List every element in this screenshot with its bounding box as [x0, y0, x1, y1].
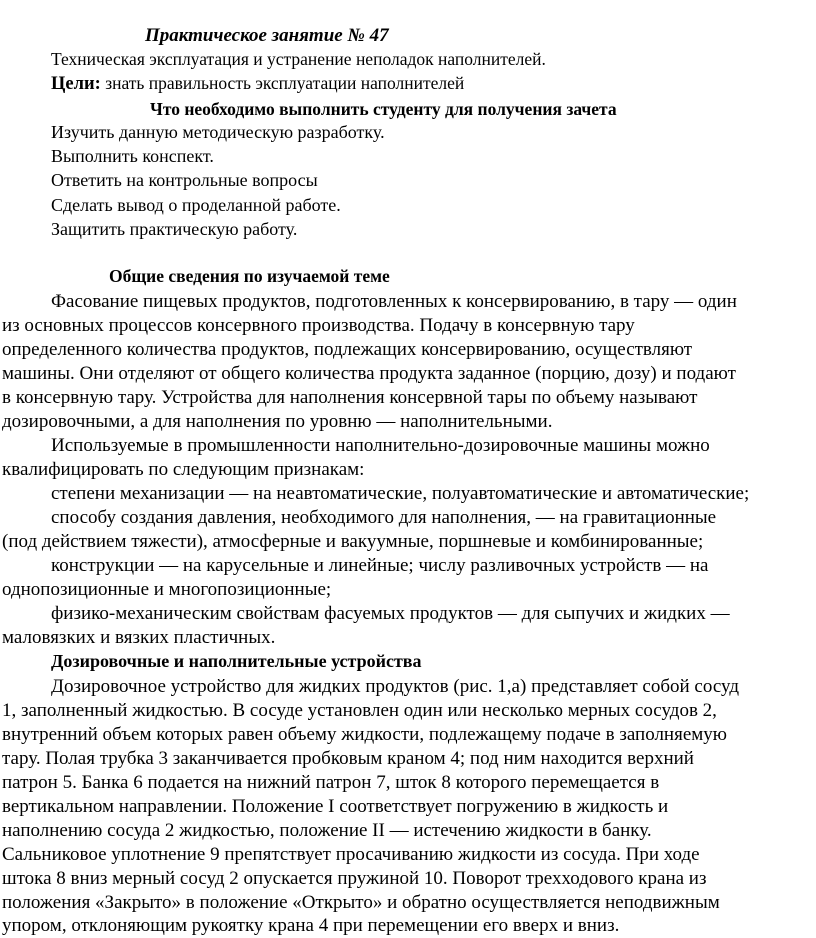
- paragraph-line: степени механизации — на неавтоматические, полуавтоматические и автоматические;: [51, 483, 750, 504]
- goals-line: [51, 72, 464, 96]
- paragraph-line: положения «Закрыто» в положение «Открыто» и обратно осуществляется неподвижным: [2, 892, 720, 913]
- paragraph-line: физико-механическим свойствам фасуемых продуктов — для сыпучих и жидких —: [51, 603, 730, 624]
- section-heading-general: Общие сведения по изучаемой теме: [109, 266, 390, 286]
- topic-line: Техническая эксплуатация и устранение неполадок наполнителей.: [51, 49, 546, 69]
- task-item: Выполнить конспект.: [51, 146, 214, 166]
- paragraph-line: Фасование пищевых продуктов, подготовленных к консервированию, в тару — один: [51, 291, 737, 312]
- paragraph-line: наполнению сосуда 2 жидкостью, положение II — истечению жидкости в банку.: [2, 820, 652, 841]
- paragraph-line: из основных процессов консервного производства. Подачу в консервную тару: [2, 315, 635, 336]
- paragraph-line: вертикальном направлении. Положение I соответствует погружению в жидкость и: [2, 796, 669, 817]
- paragraph-line: квалифицировать по следующим признакам:: [2, 459, 365, 480]
- task-item: Сделать вывод о проделанной работе.: [51, 195, 341, 215]
- goals-text: знать правильность эксплуатации наполнителей: [100, 73, 465, 93]
- paragraph-line: 1, заполненный жидкостью. В сосуде установлен один или несколько мерных сосудов 2,: [2, 700, 717, 721]
- paragraph-line: дозировочными, а для наполнения по уровню — наполнительными.: [2, 411, 553, 432]
- paragraph-line: маловязких и вязких пластичных.: [2, 627, 276, 648]
- paragraph-line: способу создания давления, необходимого для наполнения, — на гравитационные: [51, 507, 717, 528]
- paragraph-line: Дозировочное устройство для жидких продуктов (рис. 1,а) представляет собой сосуд: [51, 676, 739, 697]
- task-item: Изучить данную методическую разработку.: [51, 122, 385, 142]
- goals-label: Цели:: [51, 74, 101, 94]
- paragraph-line: патрон 5. Банка 6 подается на нижний патрон 7, шток 8 которого перемещается в: [2, 772, 660, 793]
- tasks-heading: Что необходимо выполнить студенту для получения зачета: [150, 99, 617, 119]
- paragraph-line: однопозиционные и многопозиционные;: [2, 579, 332, 600]
- paragraph-line: в консервную тару. Устройства для наполнения консервной тары по объему называют: [2, 387, 698, 408]
- task-item: Ответить на контрольные вопросы: [51, 170, 318, 190]
- paragraph-line: машины. Они отделяют от общего количества продукта заданное (порцию, дозу) и подают: [2, 363, 736, 384]
- paragraph-line: (под действием тяжести), атмосферные и вакуумные, поршневые и комбинированные;: [2, 531, 704, 552]
- paragraph-line: внутренний объем которых равен объему жидкости, подлежащему подаче в заполняемую: [2, 724, 727, 745]
- paragraph-line: упором, отклоняющим рукоятку крана 4 при перемещении его вверх и вниз.: [2, 915, 620, 936]
- paragraph-line: штока 8 вниз мерный сосуд 2 опускается пружиной 10. Поворот трехходового крана из: [2, 868, 707, 889]
- paragraph-line: определенного количества продуктов, подлежащих консервированию, осуществляют: [2, 339, 693, 360]
- task-item: Защитить практическую работу.: [51, 219, 298, 239]
- paragraph-line: Используемые в промышленности наполнительно-дозировочные машины можно: [51, 435, 710, 456]
- paragraph-line: Сальниковое уплотнение 9 препятствует просачиванию жидкости из сосуда. При ходе: [2, 844, 700, 865]
- section-heading-dosing: Дозировочные и наполнительные устройства: [51, 651, 422, 671]
- paragraph-line: тару. Полая трубка 3 заканчивается пробковым краном 4; под ним находится верхний: [2, 748, 694, 769]
- page-title: Практическое занятие № 47: [145, 25, 389, 46]
- paragraph-line: конструкции — на карусельные и линейные; числу разливочных устройств — на: [51, 555, 709, 576]
